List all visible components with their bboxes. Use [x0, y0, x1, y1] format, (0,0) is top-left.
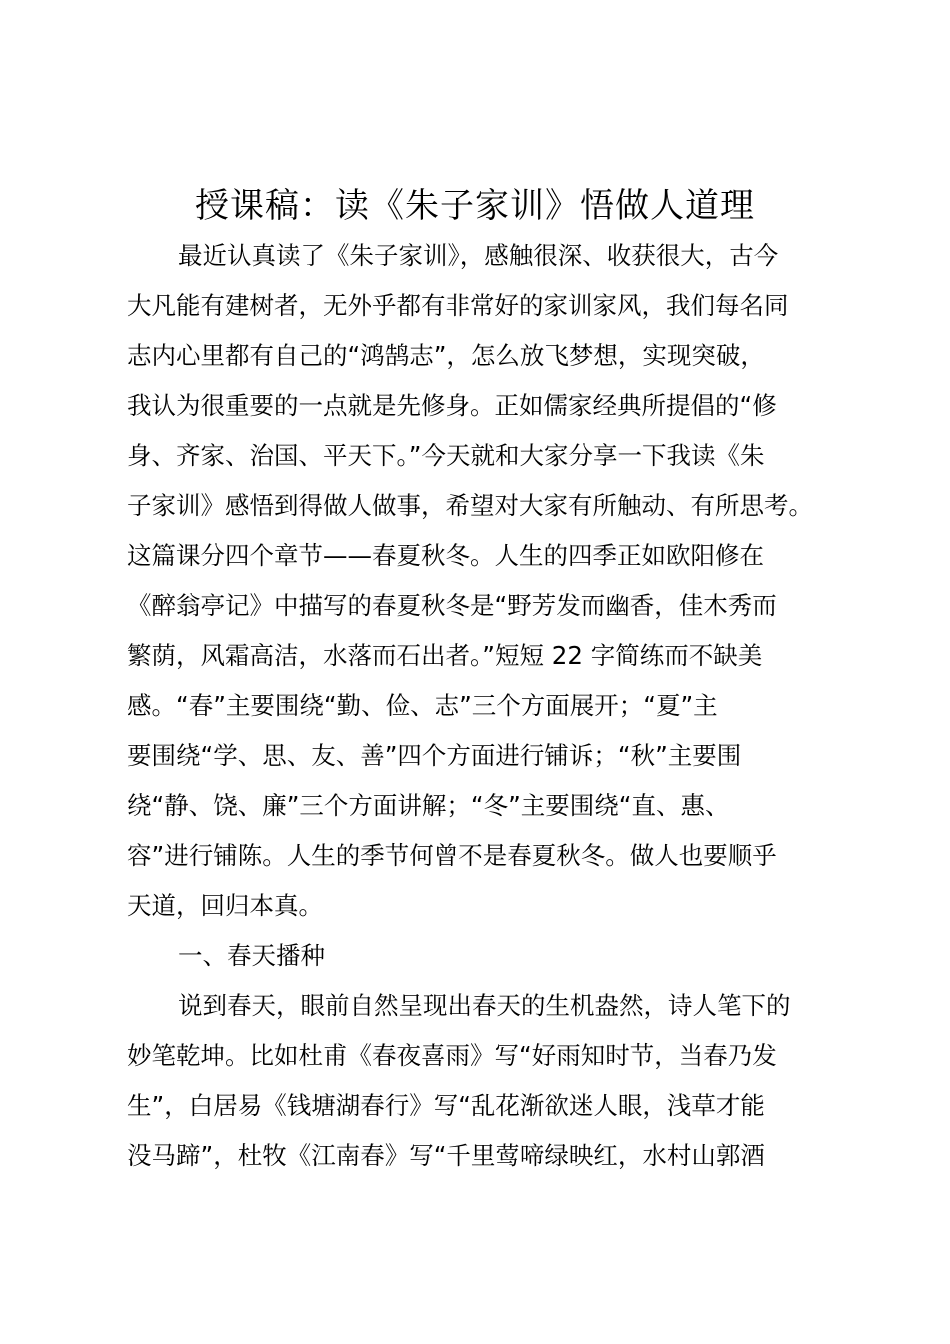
paragraph-line: 生”，白居易《钱塘湖春行》写“乱花渐欲迷人眼，浅草才能: [127, 1091, 765, 1120]
paragraph-line: 子家训》感悟到得做人做事，希望对大家有所触动、有所思考。: [127, 491, 813, 520]
paragraph-line: 《醉翁亭记》中描写的春夏秋冬是“野芳发而幽香，佳木秀而: [127, 591, 777, 620]
paragraph-line: 天道，回归本真。: [127, 891, 323, 920]
paragraph-line: 繁荫，风霜高洁，水落而石出者。”短短 22 字简练而不缺美: [127, 641, 763, 670]
paragraph-line: 我认为很重要的一点就是先修身。正如儒家经典所提倡的“修: [127, 391, 777, 420]
section-heading: 一、春天播种: [178, 941, 325, 970]
paragraph-line: 这篇课分四个章节——春夏秋冬。人生的四季正如欧阳修在: [127, 541, 764, 570]
paragraph-line: 身、齐家、治国、平天下。”今天就和大家分享一下我读《朱: [127, 441, 765, 470]
paragraph-line: 要围绕“学、思、友、善”四个方面进行铺诉；“秋”主要围: [127, 741, 742, 770]
paragraph-line: 最近认真读了《朱子家训》，感触很深、收获很大，古今: [178, 241, 779, 270]
document-title: 授课稿：读《朱子家训》悟做人道理: [195, 186, 755, 226]
paragraph-line: 绕“静、饶、廉”三个方面讲解；“冬”主要围绕“直、惠、: [127, 791, 730, 820]
paragraph-line: 说到春天，眼前自然呈现出春天的生机盎然，诗人笔下的: [178, 991, 791, 1020]
paragraph-line: 大凡能有建树者，无外乎都有非常好的家训家风，我们每名同: [127, 291, 789, 320]
paragraph-line: 妙笔乾坤。比如杜甫《春夜喜雨》写“好雨知时节，当春乃发: [127, 1041, 777, 1070]
paragraph-line: 感。“春”主要围绕“勤、俭、志”三个方面展开；“夏”主: [127, 691, 718, 720]
paragraph-line: 容”进行铺陈。人生的季节何曾不是春夏秋冬。做人也要顺乎: [127, 841, 777, 870]
paragraph-line: 没马蹄”，杜牧《江南春》写“千里莺啼绿映红，水村山郭酒: [127, 1141, 765, 1170]
paragraph-line: 志内心里都有自己的“鸿鹄志”，怎么放飞梦想，实现突破，: [127, 341, 765, 370]
